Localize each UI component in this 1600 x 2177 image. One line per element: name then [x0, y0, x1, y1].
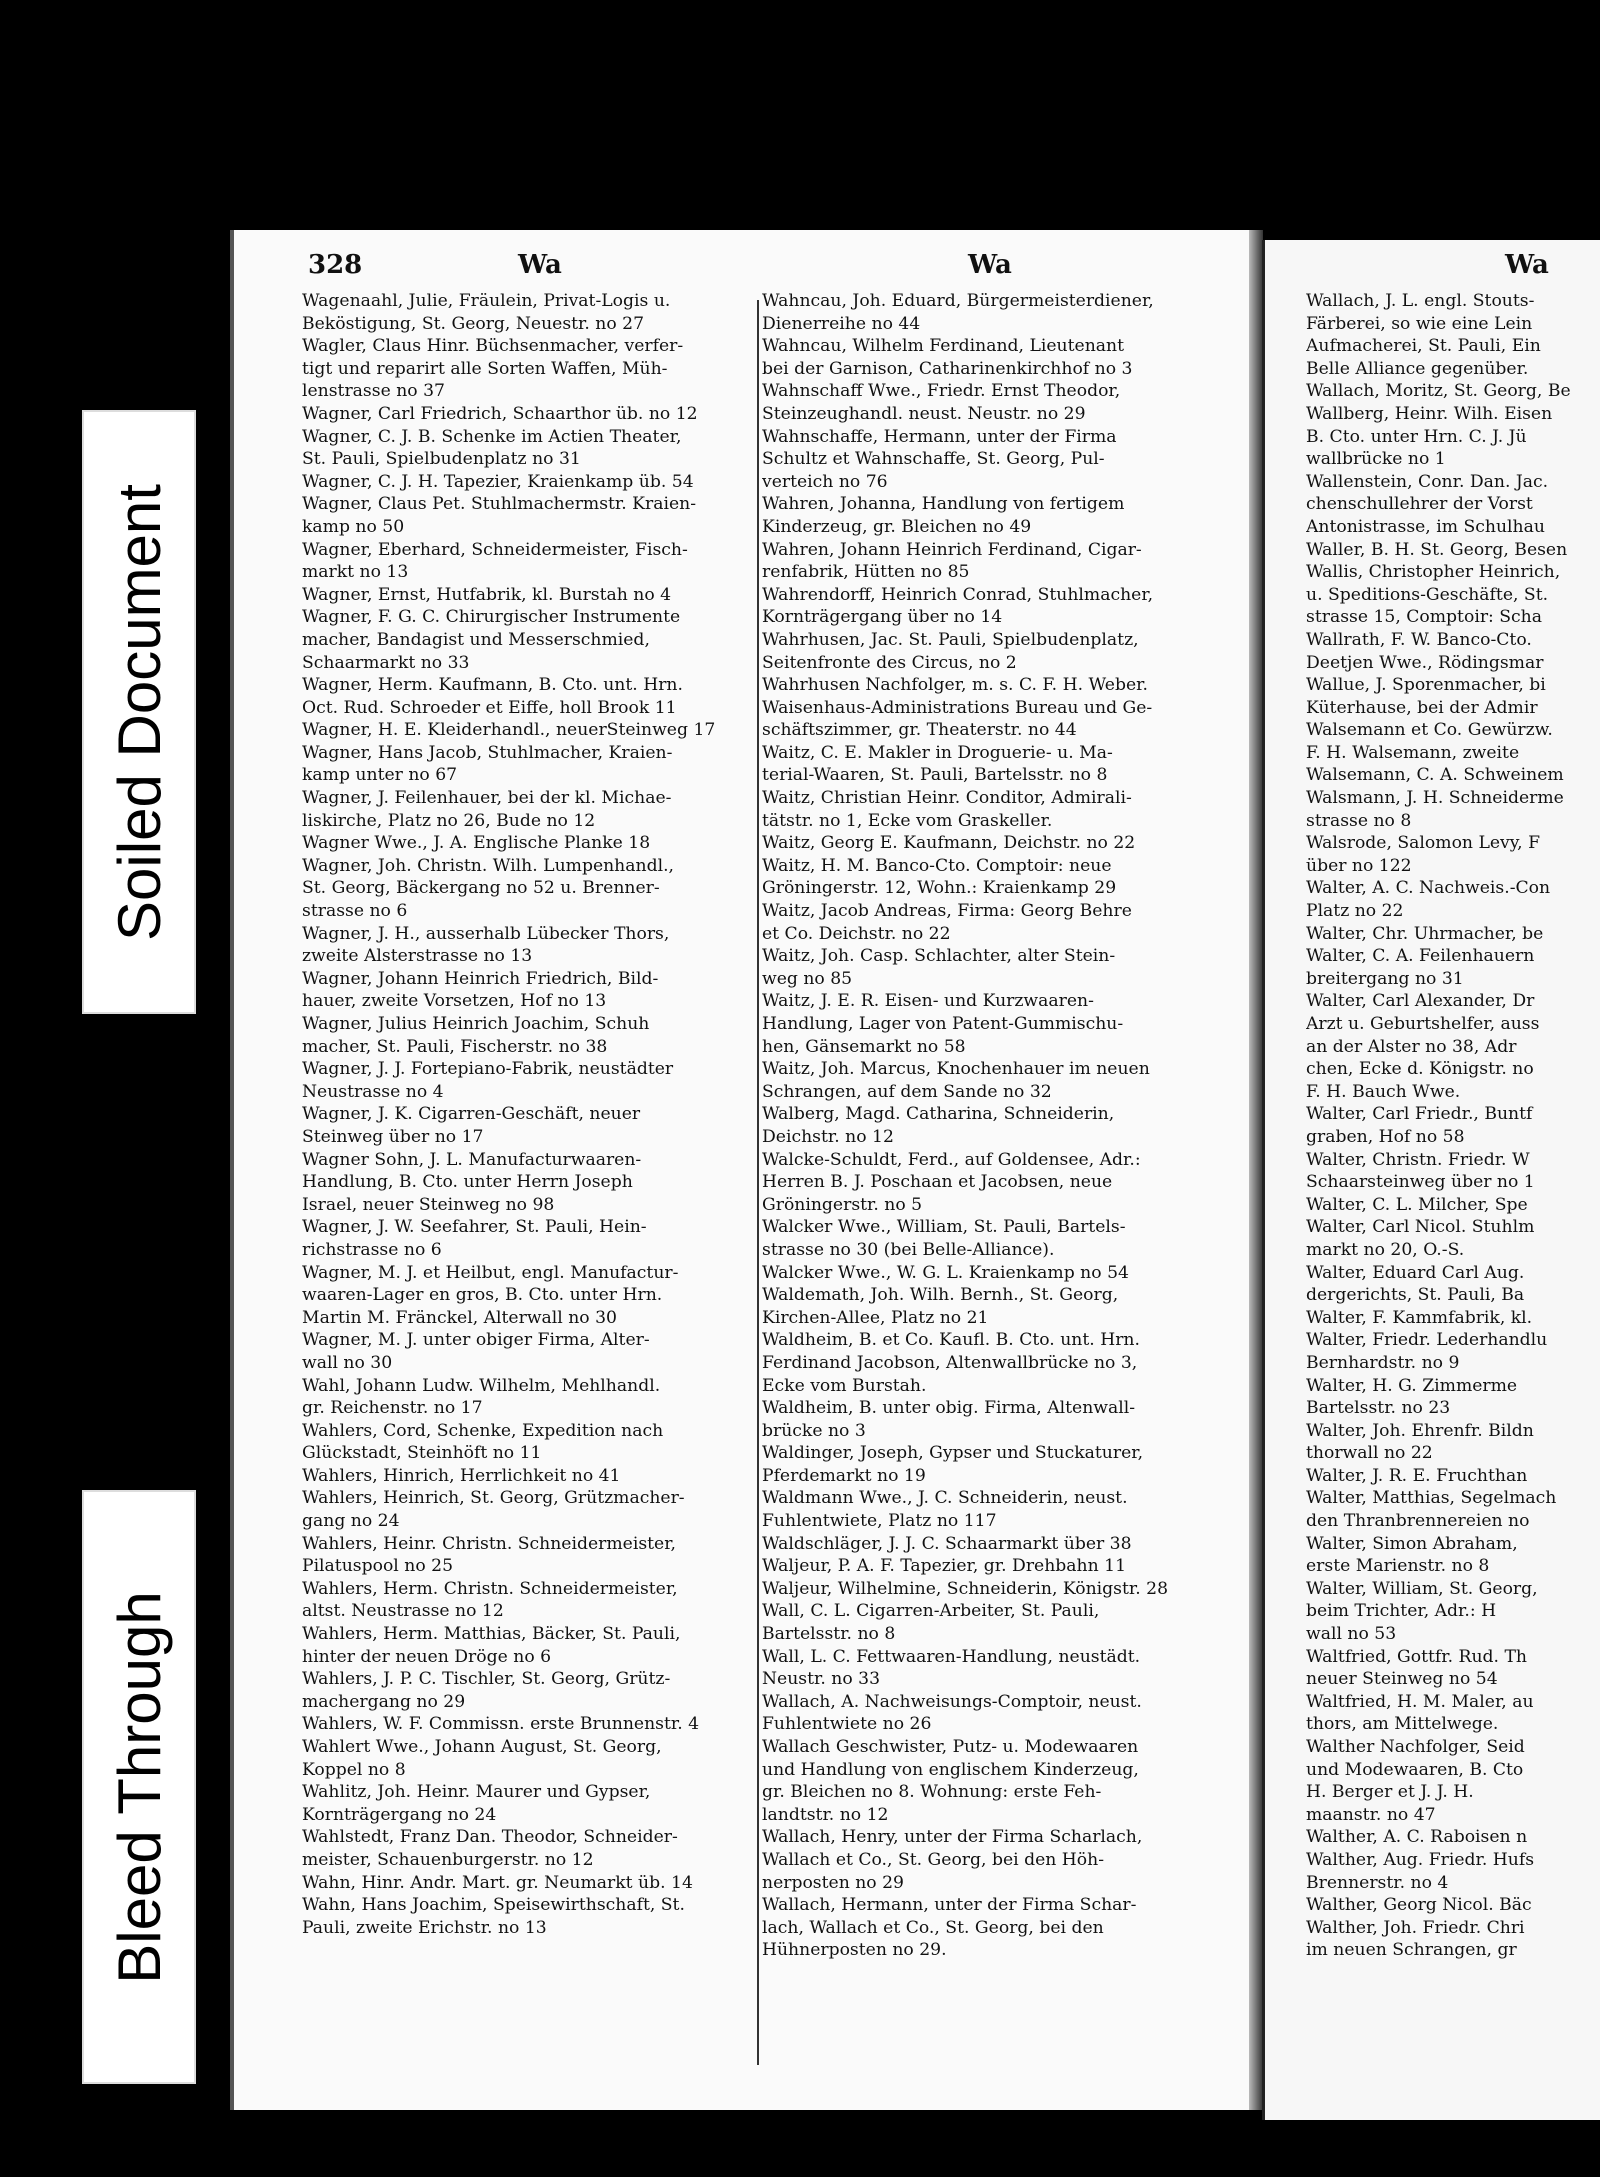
entry-line: Walsmann, J. H. Schneiderme — [1306, 788, 1564, 809]
entry-line: Pauli, zweite Erichstr. no 13 — [302, 1917, 547, 1938]
entry-line: tätstr. no 1, Ecke vom Graskeller. — [762, 810, 1053, 831]
entry-line: Israel, neuer Steinweg no 98 — [302, 1194, 555, 1215]
entry-line: Martin M. Fränckel, Alterwall no 30 — [302, 1307, 617, 1328]
entry-line: Wahrendorff, Heinrich Conrad, Stuhlmacher, — [762, 584, 1154, 605]
entry-line: Wahnschaff Wwe., Friedr. Ernst Theodor, — [762, 381, 1121, 402]
entry-line: Walcke-Schuldt, Ferd., auf Goldensee, Adr.: — [762, 1149, 1141, 1170]
entry-line: Walter, Friedr. Lederhandlu — [1306, 1330, 1548, 1351]
entry-line: Wallach, Henry, unter der Firma Scharlach, — [762, 1827, 1143, 1848]
entry-line: Deichstr. no 12 — [762, 1126, 894, 1147]
entry-line: Walter, C. L. Milcher, Spe — [1306, 1194, 1528, 1215]
entry-line: Waldschläger, J. J. C. Schaarmarkt über 38 — [762, 1533, 1132, 1554]
entry-line: den Thranbrennereien no — [1306, 1511, 1530, 1532]
header-right-wa: Wa — [1505, 250, 1549, 280]
entry-line: Walter, Carl Friedr., Buntf — [1306, 1104, 1533, 1125]
entry-line: Färberei, so wie eine Lein — [1306, 313, 1533, 334]
entry-line: tigt und reparirt alle Sorten Waffen, Müh- — [302, 358, 668, 379]
entry-line: Walter, F. Kammfabrik, kl. — [1306, 1307, 1533, 1328]
entry-line: Ferdinand Jacobson, Altenwallbrücke no 3, — [762, 1352, 1138, 1373]
entry-line: strasse no 30 (bei Belle-Alliance). — [762, 1239, 1055, 1260]
entry-line: Wallach, Hermann, unter der Firma Schar- — [762, 1895, 1137, 1916]
entry-line: Wahn, Hans Joachim, Speisewirthschaft, St. — [302, 1895, 685, 1916]
entry-line: weg no 85 — [762, 968, 853, 989]
entry-line: Walsemann, C. A. Schweinem — [1306, 765, 1564, 786]
entry-line: Wagner, Johann Heinrich Friedrich, Bild- — [302, 968, 659, 989]
entry-line: Wahncau, Joh. Eduard, Bürgermeisterdiener, — [762, 291, 1154, 311]
entry-line: Küterhause, bei der Admir — [1306, 697, 1538, 718]
entry-line: Wagner, H. E. Kleiderhandl., neuerSteinweg 17 — [302, 720, 716, 741]
entry-line: thors, am Mittelwege. — [1306, 1714, 1499, 1735]
entry-line: altst. Neustrasse no 12 — [302, 1601, 504, 1622]
entry-line: kamp no 50 — [302, 516, 405, 537]
entry-line: Wagner, M. J. et Heilbut, engl. Manufactur- — [302, 1262, 679, 1283]
entry-line: Wahrhusen Nachfolger, m. s. C. F. H. Weber. — [762, 675, 1148, 696]
entry-line: gang no 24 — [302, 1511, 400, 1532]
entry-line: hinter der neuen Dröge no 6 — [302, 1646, 552, 1667]
entry-line: Waitz, Joh. Casp. Schlachter, alter Stein- — [762, 946, 1116, 967]
entry-line: zweite Alsterstrasse no 13 — [302, 946, 533, 967]
entry-line: graben, Hof no 58 — [1306, 1126, 1465, 1147]
entry-line: Bartelsstr. no 23 — [1306, 1398, 1451, 1419]
entry-line: Wagner, Hans Jacob, Stuhlmacher, Kraien- — [302, 742, 673, 763]
entry-line: Wagenaahl, Julie, Fräulein, Privat-Logis u. — [302, 291, 671, 311]
entry-line: Pferdemarkt no 19 — [762, 1465, 926, 1486]
entry-line: Wahncau, Wilhelm Ferdinand, Lieutenant — [762, 336, 1124, 357]
entry-line: Walter, Chr. Uhrmacher, be — [1306, 923, 1544, 944]
entry-line: Wahl, Johann Ludw. Wilhelm, Mehlhandl. — [302, 1375, 661, 1396]
entry-line: dergerichts, St. Pauli, Ba — [1306, 1285, 1525, 1306]
entry-line: Wahren, Johann Heinrich Ferdinand, Cigar- — [762, 539, 1142, 560]
entry-line: Platz no 22 — [1306, 901, 1404, 922]
entry-line: Herren B. J. Poschaan et Jacobsen, neue — [762, 1172, 1113, 1193]
entry-line: Walberg, Magd. Catharina, Schneiderin, — [762, 1104, 1115, 1125]
entry-line: Wagler, Claus Hinr. Büchsenmacher, verfer- — [302, 336, 684, 357]
entry-line: Wahn, Hinr. Andr. Mart. gr. Neumarkt üb. 14 — [302, 1872, 693, 1893]
entry-line: Kinderzeug, gr. Bleichen no 49 — [762, 516, 1032, 537]
entry-line: maanstr. no 47 — [1306, 1804, 1436, 1825]
entry-line: Walter, Carl Alexander, Dr — [1306, 991, 1535, 1012]
entry-line: neuer Steinweg no 54 — [1306, 1669, 1498, 1690]
entry-line: Wagner, Ernst, Hutfabrik, kl. Burstah no 4 — [302, 584, 672, 605]
entry-line: Gröningerstr. no 5 — [762, 1194, 923, 1215]
entry-line: an der Alster no 38, Adr — [1306, 1036, 1517, 1057]
entry-line: Wahlitz, Joh. Heinr. Maurer und Gypser, — [302, 1782, 651, 1803]
entry-line: Waitz, H. M. Banco-Cto. Comptoir: neue — [762, 855, 1112, 876]
entry-line: waaren-Lager en gros, B. Cto. unter Hrn. — [302, 1285, 663, 1306]
entry-line: B. Cto. unter Hrn. C. J. Jü — [1306, 426, 1527, 447]
entry-line: Wagner, Joh. Christn. Wilh. Lumpenhandl., — [302, 855, 674, 876]
entry-line: Wagner, C. J. H. Tapezier, Kraienkamp üb. 54 — [302, 471, 694, 492]
entry-line: Wagner, Julius Heinrich Joachim, Schuh — [302, 1014, 650, 1034]
soiled-document-label — [82, 410, 196, 1014]
entry-line: et Co. Deichstr. no 22 — [762, 923, 951, 944]
entry-line: Fuhlentwiete, Platz no 117 — [762, 1511, 997, 1532]
entry-line: Wallue, J. Sporenmacher, bi — [1306, 675, 1546, 696]
entry-line: Wahrhusen, Jac. St. Pauli, Spielbudenplatz, — [762, 629, 1139, 650]
entry-line: lenstrasse no 37 — [302, 381, 445, 402]
entry-line: gr. Reichenstr. no 17 — [302, 1398, 483, 1419]
entry-line: Waldemath, Joh. Wilh. Bernh., St. Georg, — [762, 1285, 1119, 1306]
entry-line: landtstr. no 12 — [762, 1804, 889, 1825]
entry-line: kamp unter no 67 — [302, 765, 458, 786]
entry-line: wall no 53 — [1306, 1624, 1397, 1645]
entry-line: Koppel no 8 — [302, 1759, 406, 1780]
entry-line: Antonistrasse, im Schulhau — [1306, 516, 1545, 537]
entry-line: Wahlers, Cord, Schenke, Expedition nach — [302, 1420, 664, 1441]
entry-line: Waldmann Wwe., J. C. Schneiderin, neust. — [762, 1488, 1128, 1509]
entry-line: Wahlers, Heinrich, St. Georg, Grützmacher- — [302, 1488, 685, 1509]
entry-line: Wagner, Carl Friedrich, Schaarthor üb. no 12 — [302, 403, 698, 424]
entry-line: Wallenstein, Conr. Dan. Jac. — [1306, 471, 1549, 492]
entry-line: strasse no 8 — [1306, 810, 1412, 831]
entry-line: erste Marienstr. no 8 — [1306, 1556, 1490, 1577]
entry-line: Wahlers, Heinr. Christn. Schneidermeister, — [302, 1533, 677, 1554]
entry-line: markt no 13 — [302, 562, 409, 583]
entry-line: Waltfried, H. M. Maler, au — [1306, 1691, 1534, 1712]
entry-line: Schrangen, auf dem Sande no 32 — [762, 1081, 1052, 1102]
header-mid-wa: Wa — [968, 250, 1012, 280]
entry-line: chenschullehrer der Vorst — [1306, 494, 1533, 515]
entry-line: Wagner, J. K. Cigarren-Geschäft, neuer — [302, 1104, 641, 1125]
entry-line: Wallach, Moritz, St. Georg, Be — [1306, 381, 1571, 402]
entry-line: im neuen Schrangen, gr — [1306, 1940, 1517, 1961]
entry-line: Wagner, J. W. Seefahrer, St. Pauli, Hein- — [302, 1217, 647, 1238]
entry-line: hen, Gänsemarkt no 58 — [762, 1036, 966, 1057]
entry-line: Wall, L. C. Fettwaaren-Handlung, neustädt. — [762, 1646, 1141, 1667]
entry-line: Bernhardstr. no 9 — [1306, 1352, 1460, 1373]
entry-line: Seitenfronte des Circus, no 2 — [762, 652, 1017, 673]
entry-line: Walter, Christn. Friedr. W — [1306, 1149, 1530, 1170]
entry-line: Walter, Matthias, Segelmach — [1306, 1488, 1557, 1509]
entry-line: Wagner Wwe., J. A. Englische Planke 18 — [302, 833, 651, 854]
entry-line: Walther Nachfolger, Seid — [1306, 1737, 1525, 1757]
entry-line: St. Pauli, Spielbudenplatz no 31 — [302, 449, 581, 470]
entry-line: F. H. Bauch Wwe. — [1306, 1081, 1461, 1102]
entry-line: liskirche, Platz no 26, Bude no 12 — [302, 810, 596, 831]
entry-line: meister, Schauenburgerstr. no 12 — [302, 1849, 594, 1870]
entry-line: bei der Garnison, Catharinenkirchhof no 3 — [762, 358, 1133, 379]
entry-line: Walter, H. G. Zimmerme — [1306, 1375, 1518, 1396]
entry-line: hauer, zweite Vorsetzen, Hof no 13 — [302, 991, 607, 1012]
entry-line: Wallach Geschwister, Putz- u. Modewaaren — [762, 1737, 1139, 1757]
entry-line: Walter, C. A. Feilenhauern — [1306, 946, 1535, 967]
entry-line: Wallis, Christopher Heinrich, — [1306, 562, 1561, 583]
entry-line: Wagner, Claus Pet. Stuhlmachermstr. Kraien- — [302, 494, 697, 515]
entry-line: Wall, C. L. Cigarren-Arbeiter, St. Pauli, — [762, 1601, 1100, 1622]
page-number: 328 — [308, 250, 363, 280]
entry-line: schäftszimmer, gr. Theaterstr. no 44 — [762, 720, 1077, 741]
bleed-through-text: Bleed Through — [105, 1590, 173, 1984]
entry-line: Waller, B. H. St. Georg, Besen — [1306, 539, 1568, 560]
entries-column-1 — [302, 290, 754, 1939]
entry-line: wall no 30 — [302, 1352, 393, 1373]
entry-line: Ecke vom Burstah. — [762, 1375, 927, 1396]
entry-line: Wahlers, Herm. Matthias, Bäcker, St. Pauli, — [302, 1624, 681, 1645]
entry-line: Waitz, Christian Heinr. Conditor, Admirali- — [762, 788, 1132, 809]
entry-line: Walter, Carl Nicol. Stuhlm — [1306, 1217, 1535, 1238]
entry-line: Steinweg über no 17 — [302, 1126, 484, 1147]
entry-line: Glückstadt, Steinhöft no 11 — [302, 1443, 542, 1464]
entries-column-3 — [1306, 290, 1600, 1962]
entry-line: macher, St. Pauli, Fischerstr. no 38 — [302, 1036, 608, 1057]
entry-line: Wahlstedt, Franz Dan. Theodor, Schneider- — [302, 1827, 678, 1848]
entry-line: Waitz, J. E. R. Eisen- und Kurzwaaren- — [762, 991, 1094, 1012]
entry-line: macher, Bandagist und Messerschmied, — [302, 629, 650, 650]
entry-line: Waldheim, B. unter obig. Firma, Altenwall- — [762, 1398, 1136, 1419]
entry-line: Wagner, J. H., ausserhalb Lübecker Thors, — [302, 923, 670, 944]
entry-line: Walter, J. R. E. Fruchthan — [1306, 1465, 1528, 1486]
entry-line: richstrasse no 6 — [302, 1239, 442, 1260]
column-divider — [757, 300, 759, 2065]
entry-line: und Modewaaren, B. Cto — [1306, 1759, 1524, 1780]
entry-line: Schultz et Wahnschaffe, St. Georg, Pul- — [762, 449, 1105, 470]
entry-line: Wagner, F. G. C. Chirurgischer Instrumente — [302, 607, 681, 628]
entry-line: Hühnerposten no 29. — [762, 1940, 947, 1961]
entry-line: Brennerstr. no 4 — [1306, 1872, 1449, 1893]
entry-line: St. Georg, Bäckergang no 52 u. Brenner- — [302, 878, 660, 899]
entry-line: Waljeur, P. A. F. Tapezier, gr. Drehbahn 11 — [762, 1556, 1126, 1577]
entry-line: Waitz, Jacob Andreas, Firma: Georg Behre — [762, 901, 1132, 922]
entry-line: über no 122 — [1306, 855, 1412, 876]
entry-line: Walter, Simon Abraham, — [1306, 1533, 1518, 1554]
entry-line: Kornträgergang über no 14 — [762, 607, 1003, 628]
entry-line: F. H. Walsemann, zweite — [1306, 742, 1520, 763]
entry-line: Kirchen-Allee, Platz no 21 — [762, 1307, 989, 1328]
entry-line: Wagner, J. Feilenhauer, bei der kl. Michae- — [302, 788, 672, 809]
header-left-wa: Wa — [518, 250, 562, 280]
entry-line: Walther, Georg Nicol. Bäc — [1306, 1895, 1532, 1916]
entry-line: Wahlert Wwe., Johann August, St. Georg, — [302, 1737, 662, 1757]
entry-line: nerposten no 29 — [762, 1872, 904, 1893]
entry-line: Waljeur, Wilhelmine, Schneiderin, Königstr. 28 — [762, 1578, 1169, 1599]
entry-line: Walter, William, St. Georg, — [1306, 1578, 1538, 1599]
entry-line: u. Speditions-Geschäfte, St. — [1306, 584, 1549, 605]
entry-line: Handlung, B. Cto. unter Herrn Joseph — [302, 1172, 633, 1193]
entry-line: Neustr. no 33 — [762, 1669, 881, 1690]
soiled-document-text: Soiled Document — [105, 483, 173, 941]
entry-line: Walcker Wwe., W. G. L. Kraienkamp no 54 — [762, 1262, 1129, 1283]
entry-line: Steinzeughandl. neust. Neustr. no 29 — [762, 403, 1086, 424]
entry-line: Wallberg, Heinr. Wilh. Eisen — [1306, 403, 1553, 424]
entry-line: strasse 15, Comptoir: Scha — [1306, 607, 1543, 628]
entry-line: Handlung, Lager von Patent-Gummischu- — [762, 1014, 1124, 1034]
entry-line: Beköstigung, St. Georg, Neuestr. no 27 — [302, 313, 645, 334]
entry-line: Wahlers, J. P. C. Tischler, St. Georg, Grütz- — [302, 1669, 671, 1690]
entry-line: Kornträgergang no 24 — [302, 1804, 497, 1825]
entry-line: verteich no 76 — [762, 471, 888, 492]
entry-line: Neustrasse no 4 — [302, 1081, 444, 1102]
entry-line: Walsrode, Salomon Levy, F — [1306, 833, 1541, 854]
entry-line: Deetjen Wwe., Rödingsmar — [1306, 652, 1544, 673]
entry-line: terial-Waaren, St. Pauli, Bartelsstr. no 8 — [762, 765, 1108, 786]
entry-line: thorwall no 22 — [1306, 1443, 1433, 1464]
entry-line: Schaarmarkt no 33 — [302, 652, 470, 673]
entry-line: Gröningerstr. 12, Wohn.: Kraienkamp 29 — [762, 878, 1117, 899]
entry-line: Wahlers, Herm. Christn. Schneidermeister, — [302, 1578, 678, 1599]
entry-line: Wahlers, Hinrich, Herrlichkeit no 41 — [302, 1465, 621, 1486]
entry-line: Wallrath, F. W. Banco-Cto. — [1306, 629, 1532, 650]
entry-line: Walter, Eduard Carl Aug. — [1306, 1262, 1525, 1283]
entry-line: Waitz, Joh. Marcus, Knochenhauer im neuen — [762, 1059, 1150, 1080]
entries-column-2 — [762, 290, 1214, 1962]
entry-line: Walter, A. C. Nachweis.-Con — [1306, 878, 1551, 899]
entry-line: H. Berger et J. J. H. — [1306, 1782, 1474, 1803]
entry-line: Wallach, J. L. engl. Stouts- — [1306, 291, 1535, 311]
entry-line: renfabrik, Hütten no 85 — [762, 562, 970, 583]
entry-line: Oct. Rud. Schroeder et Eiffe, holl Brook 11 — [302, 697, 677, 718]
entry-line: Belle Alliance gegenüber. — [1306, 358, 1529, 379]
entry-line: Walther, Aug. Friedr. Hufs — [1306, 1849, 1535, 1870]
entry-line: brücke no 3 — [762, 1420, 866, 1441]
entry-line: Dienerreihe no 44 — [762, 313, 921, 334]
entry-line: Wallach et Co., St. Georg, bei den Höh- — [762, 1849, 1105, 1870]
bleed-through-label — [82, 1490, 196, 2084]
entry-line: Walther, A. C. Raboisen n — [1306, 1827, 1528, 1848]
entry-line: Walcker Wwe., William, St. Pauli, Bartels- — [762, 1217, 1126, 1238]
entry-line: Pilatuspool no 25 — [302, 1556, 454, 1577]
entry-line: Schaarsteinweg über no 1 — [1306, 1172, 1535, 1193]
entry-line: machergang no 29 — [302, 1691, 466, 1712]
entry-line: Wahnschaffe, Hermann, unter der Firma — [762, 426, 1117, 447]
entry-line: Waldinger, Joseph, Gypser und Stuckaturer, — [762, 1443, 1144, 1464]
entry-line: Wagner, C. J. B. Schenke im Actien Theater, — [302, 426, 682, 447]
entry-line: gr. Bleichen no 8. Wohnung: erste Feh- — [762, 1782, 1102, 1803]
entry-line: Fuhlentwiete no 26 — [762, 1714, 932, 1735]
entry-line: Aufmacherei, St. Pauli, Ein — [1306, 336, 1541, 357]
entry-line: Walter, Joh. Ehrenfr. Bildn — [1306, 1420, 1534, 1441]
entry-line: Waltfried, Gottfr. Rud. Th — [1306, 1646, 1527, 1667]
entry-line: Wallach, A. Nachweisungs-Comptoir, neust. — [762, 1691, 1142, 1712]
entry-line: chen, Ecke d. Königstr. no — [1306, 1059, 1534, 1080]
entry-line: markt no 20, O.-S. — [1306, 1239, 1465, 1260]
entry-line: Waitz, Georg E. Kaufmann, Deichstr. no 22 — [762, 833, 1136, 854]
entry-line: strasse no 6 — [302, 901, 408, 922]
entry-line: Bartelsstr. no 8 — [762, 1624, 896, 1645]
entry-line: Wahren, Johanna, Handlung von fertigem — [762, 494, 1125, 515]
entry-line: beim Trichter, Adr.: H — [1306, 1601, 1497, 1622]
entry-line: Wagner, M. J. unter obiger Firma, Alter- — [302, 1330, 650, 1351]
entry-line: Walsemann et Co. Gewürzw. — [1306, 720, 1553, 741]
entry-line: lach, Wallach et Co., St. Georg, bei den — [762, 1917, 1104, 1938]
entry-line: Waisenhaus-Administrations Bureau und Ge- — [762, 697, 1153, 718]
entry-line: Wagner Sohn, J. L. Manufacturwaaren- — [302, 1149, 642, 1170]
entry-line: breitergang no 31 — [1306, 968, 1464, 989]
entry-line: wallbrücke no 1 — [1306, 449, 1446, 470]
entry-line: Arzt u. Geburtshelfer, auss — [1306, 1014, 1540, 1034]
entry-line: Wahlers, W. F. Commissn. erste Brunnenstr. 4 — [302, 1714, 700, 1735]
entry-line: Waitz, C. E. Makler in Droguerie- u. Ma- — [762, 742, 1113, 763]
entry-line: Wagner, J. J. Fortepiano-Fabrik, neustädter — [302, 1059, 674, 1080]
entry-line: Walther, Joh. Friedr. Chri — [1306, 1917, 1525, 1938]
entry-line: Wagner, Herm. Kaufmann, B. Cto. unt. Hrn. — [302, 675, 683, 696]
entry-line: Wagner, Eberhard, Schneidermeister, Fisch- — [302, 539, 688, 560]
entry-line: Waldheim, B. et Co. Kaufl. B. Cto. unt. Hrn. — [762, 1330, 1140, 1351]
entry-line: und Handlung von englischem Kinderzeug, — [762, 1759, 1139, 1780]
